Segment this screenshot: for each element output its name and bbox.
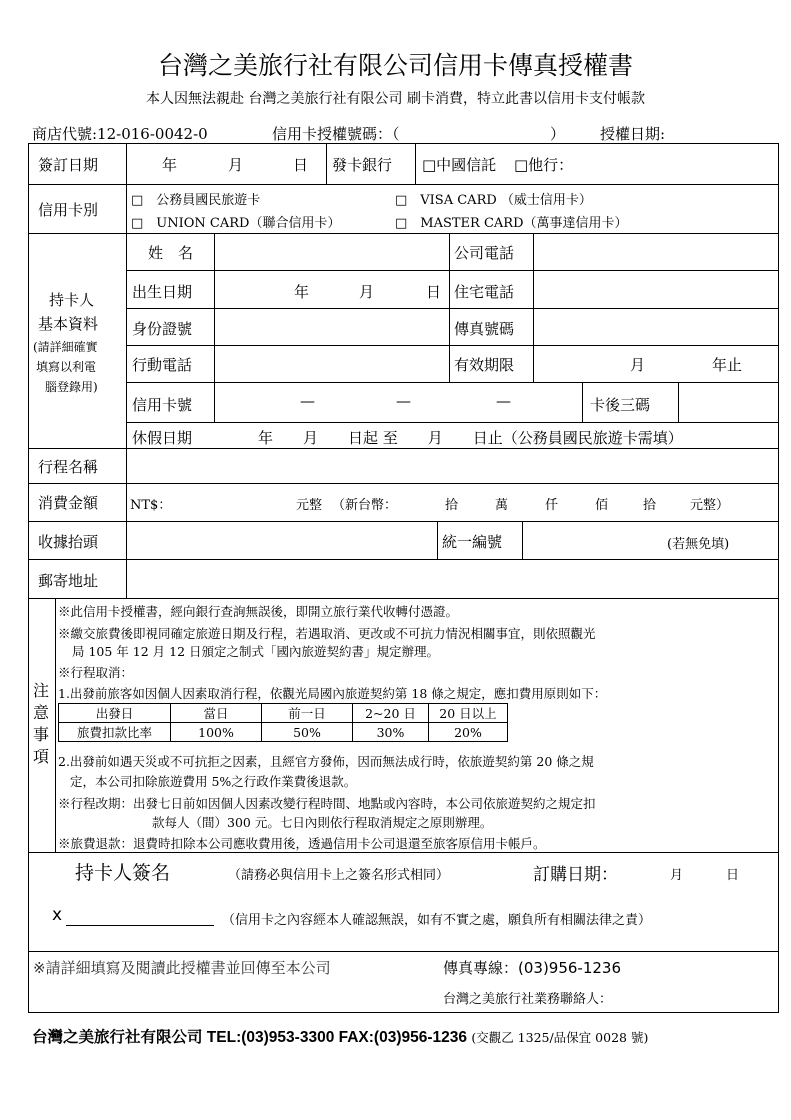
signature-x: x	[52, 905, 63, 925]
amount-nt: NT$：	[130, 498, 172, 513]
holder-label-1: 持卡人	[49, 291, 95, 309]
bank-option-other[interactable]: □他行：	[514, 156, 574, 174]
footer	[32, 1025, 648, 1047]
holder-note-3: 腦登錄用)	[45, 380, 98, 394]
order-day: 日	[726, 868, 740, 883]
card-type-label: 信用卡別	[38, 201, 99, 219]
birth-month: 月	[359, 283, 375, 301]
trip-name-label: 行程名稱	[38, 458, 99, 476]
holder-note-1: (請詳細確實	[33, 340, 98, 354]
amount-unit: 元整）	[690, 498, 730, 513]
note-line: 1.出發前旅客如因個人因素取消行程，依觀光局國內旅遊契約第 18 條之規定，應扣費用原則如下：	[58, 686, 607, 701]
card-number-dash: —	[496, 392, 511, 410]
footer-company: 台灣之美旅行社有限公司 TEL:(03)953-3300 FAX:(03)956-1236	[32, 1029, 467, 1046]
holder-label-2: 基本資料	[38, 315, 99, 333]
fax-label: 傳真號碼	[454, 320, 515, 338]
holder-note-2: 填寫以利電	[36, 360, 97, 374]
birth-year: 年	[294, 283, 310, 301]
sign-day: 日	[293, 156, 309, 174]
expiry-year: 年止	[712, 356, 743, 374]
holiday-label: 休假日期	[132, 429, 193, 447]
amount-ntd: （新台幣：	[332, 498, 398, 513]
table-row: 出發日 當日 前一日 2~20 日 20 日以上	[59, 704, 508, 723]
note-line: ※繳交旅費後即視同確定旅遊日期及行程，若遇取消、更改或不可抗力情況相關事宜，則依照觀光	[58, 626, 596, 641]
notes-side-label: 注 意 事 項	[32, 681, 49, 766]
birth-day: 日	[426, 283, 442, 301]
footer-license: (交觀乙 1325/品保宜 0028 號)	[471, 1030, 649, 1045]
amount-label: 消費金額	[38, 494, 99, 512]
sign-date-label: 簽訂日期	[38, 156, 99, 174]
sign-month: 月	[228, 156, 244, 174]
note-line: ※行程改期：出發七日前如因個人因素改變行程時間、地點或內容時，本公司依旅遊契約之規定扣	[58, 796, 596, 811]
note-line: 定，本公司扣除旅遊費用 5%之行政作業費後退款。	[70, 774, 357, 789]
auth-code-close: ）	[550, 125, 566, 143]
card-option-master[interactable]: □ MASTER CARD（萬事達信用卡）	[395, 216, 628, 231]
note-line: 款每人（間）300 元。七日內則依行程取消規定之原則辦理。	[152, 815, 493, 830]
amount-unit: 拾	[643, 498, 657, 513]
name-label: 姓 名	[148, 244, 194, 262]
auth-code-label: 信用卡授權號碼：（	[272, 125, 400, 143]
store-code: 商店代號:12-016-0042-0	[32, 125, 208, 143]
holiday-text: 年 月 日起 至 月 日止（公務員國民旅遊卡需填）	[258, 429, 683, 447]
address-label: 郵寄地址	[38, 572, 99, 590]
signature-hint: （請務必與信用卡上之簽名形式相同）	[228, 868, 450, 883]
receipt-label: 收據抬頭	[38, 533, 99, 551]
amount-unit: 萬	[495, 498, 509, 513]
company-phone-label: 公司電話	[454, 244, 515, 262]
confirm-text: （信用卡之內容經本人確認無誤，如有不實之處，願負所有相關法律之責）	[222, 913, 652, 928]
amount-unit: 仟	[545, 498, 559, 513]
note-line: ※行程取消：	[58, 665, 134, 680]
signature-label: 持卡人簽名	[75, 862, 171, 884]
tax-id-label: 統一編號	[442, 533, 503, 551]
card-option-union[interactable]: □ UNION CARD（聯合信用卡）	[131, 216, 341, 231]
note-line: 2.出發前如遇天災或不可抗拒之因素，且經官方發佈，因而無法成行時，依旅遊契約第 20 條之規	[58, 754, 594, 769]
note-line: ※旅費退款：退費時扣除本公司應收費用後，透過信用卡公司退還至旅客原信用卡帳戶。	[58, 836, 546, 851]
tax-note: (若無免填)	[667, 537, 730, 552]
cvv-label: 卡後三碼	[590, 396, 651, 414]
card-option-civil[interactable]: □ 公務員國民旅遊卡	[131, 193, 261, 208]
card-number-label: 信用卡號	[132, 396, 193, 414]
sign-year: 年	[162, 156, 178, 174]
note-line: 局 105 年 12 月 12 日頒定之制式「國內旅遊契約書」規定辦理。	[72, 644, 440, 659]
signature-line[interactable]	[66, 925, 214, 926]
fax-line: 傳真專線：(03)956-1236	[443, 959, 622, 977]
amount-whole: 元整	[296, 498, 323, 513]
mobile-label: 行動電話	[132, 356, 193, 374]
card-option-visa[interactable]: □ VISA CARD （威士信用卡）	[395, 193, 592, 208]
amount-unit: 佰	[595, 498, 609, 513]
form-subtitle: 本人因無法親赴 台灣之美旅行社有限公司 刷卡消費，特立此書以信用卡支付帳款	[146, 91, 645, 107]
card-number-dash: —	[300, 392, 315, 410]
id-label: 身份證號	[132, 320, 193, 338]
auth-date-label: 授權日期:	[600, 125, 666, 143]
bank-option-ctbc[interactable]: □中國信託	[422, 156, 497, 174]
contact-label: 台灣之美旅行社業務聯絡人：	[443, 992, 613, 1007]
bank-label: 發卡銀行	[332, 156, 393, 174]
table-row: 旅費扣款比率 100% 50% 30% 20%	[59, 723, 508, 742]
home-phone-label: 住宅電話	[454, 283, 515, 301]
card-number-dash: —	[396, 392, 411, 410]
form-title: 台灣之美旅行社有限公司信用卡傳真授權書	[157, 51, 633, 80]
birth-label: 出生日期	[132, 283, 193, 301]
expiry-label: 有效期限	[454, 356, 515, 374]
order-date-label: 訂購日期：	[533, 865, 618, 885]
remind-text: ※請詳細填寫及閱讀此授權書並回傳至本公司	[33, 959, 331, 977]
amount-unit: 拾	[445, 498, 459, 513]
note-line: ※此信用卡授權書，經向銀行查詢無誤後，即開立旅行業代收轉付憑證。	[58, 604, 459, 619]
refund-table	[58, 703, 508, 742]
order-month: 月	[670, 868, 684, 883]
expiry-month: 月	[630, 356, 646, 374]
